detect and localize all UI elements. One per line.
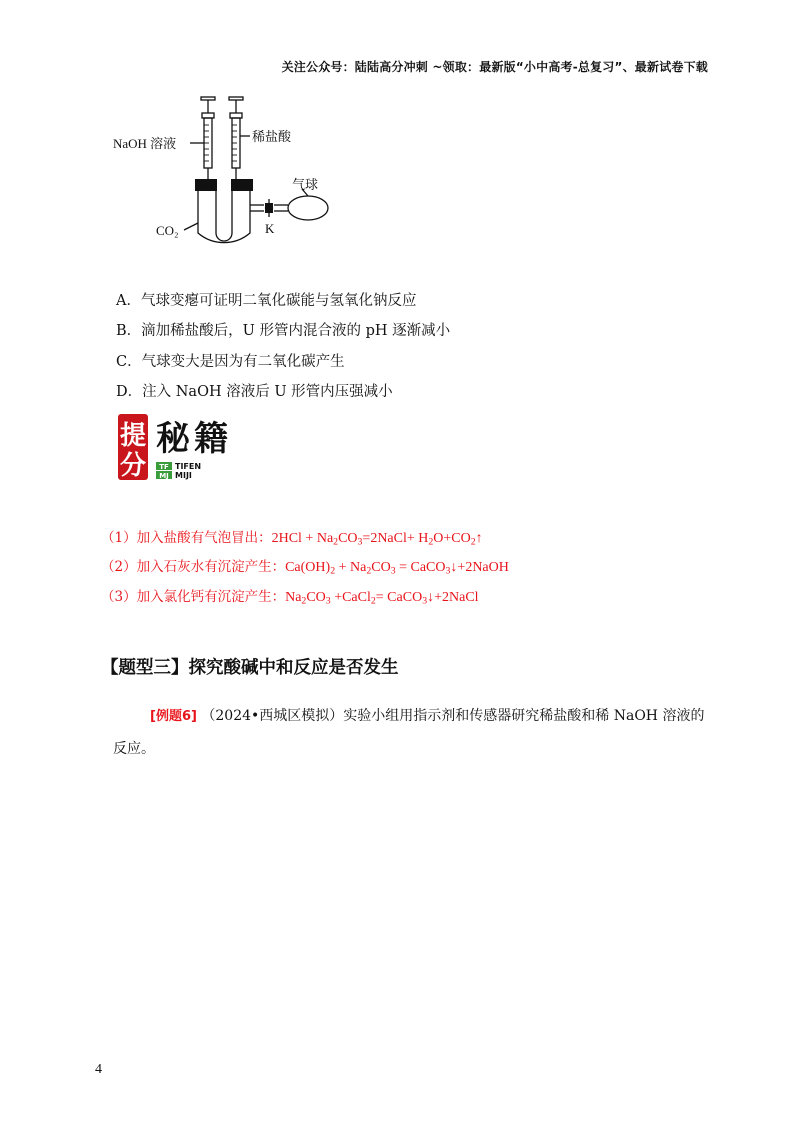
logo-en-tifen: TIFEN	[175, 462, 202, 471]
option-c	[116, 353, 345, 371]
svg-text:籍: 籍	[194, 419, 228, 459]
tip-hcl	[101, 526, 483, 547]
option-d-letter: D．	[116, 384, 143, 400]
svg-text:分: 分	[119, 451, 147, 481]
logo-badge-mj: MJ	[159, 472, 169, 480]
co2-label: CO₂	[156, 223, 179, 238]
u-tube-apparatus-diagram	[112, 93, 352, 275]
option-c-letter: C．	[116, 354, 142, 370]
naoh-label: NaOH 溶液	[113, 136, 177, 151]
example-line-2: 反应。	[113, 741, 155, 757]
svg-text:提: 提	[119, 421, 147, 451]
tip-2-label: （2）加入石灰水有沉淀产生：	[101, 559, 286, 575]
section-title: 【题型三】探究酸碱中和反应是否发生	[101, 658, 399, 678]
tip-cacl2	[101, 585, 479, 606]
logo-badge-tf: TF	[159, 463, 169, 471]
option-a-text: 气球变瘪可证明二氧化碳能与氢氧化钠反应	[140, 293, 417, 309]
tip-limewater	[101, 555, 509, 576]
page-number: 4	[95, 1062, 102, 1077]
option-d	[116, 383, 393, 401]
hcl-label: 稀盐酸	[252, 130, 292, 145]
logo-en-miji: MIJI	[175, 471, 192, 480]
tip-3-equation: $Na_2CO_3$ +CaCl$_2$= CaCO$_3$↓+2NaCl	[285, 590, 479, 607]
tip-2-equation: $Ca(OH)_2 + Na_2CO_3$ = CaCO$_3$↓+2NaOH	[285, 560, 509, 577]
option-d-text: 注入 NaOH 溶液后 U 形管内压强减小	[142, 384, 393, 400]
valve-k-label: K	[265, 221, 275, 236]
option-c-text: 气球变大是因为有二氧化碳产生	[141, 354, 345, 370]
option-a	[116, 292, 416, 310]
tip-1-label: （1）加入盐酸有气泡冒出：	[101, 530, 272, 546]
example-text-1: （2024•西城区模拟）实验小组用指示剂和传感器研究稀盐酸和稀 NaOH 溶液的	[201, 708, 705, 724]
tifen-miji-logo	[112, 410, 242, 486]
option-b-letter: B．	[116, 323, 142, 339]
page-header: 关注公众号：陆陆高分冲刺 ~领取：最新版“小中高考-总复习”、最新试卷下载	[281, 60, 708, 74]
balloon-label: 气球	[292, 178, 319, 193]
tip-1-equation: $2HCl + Na_2CO_3=2NaCl+$ $H_2O+CO_2↑$	[271, 531, 483, 548]
svg-text:秘: 秘	[156, 419, 190, 459]
option-a-letter: A．	[116, 293, 141, 309]
option-b	[116, 322, 450, 340]
right-syringe	[229, 97, 243, 179]
example-line-1	[150, 705, 704, 725]
option-b-text: 滴加稀盐酸后，U 形管内混合液的 pH 逐渐减小	[141, 323, 451, 339]
left-syringe	[201, 97, 215, 179]
example-tag: [例题6]	[150, 709, 197, 724]
tip-3-label: （3）加入氯化钙有沉淀产生：	[101, 589, 286, 605]
